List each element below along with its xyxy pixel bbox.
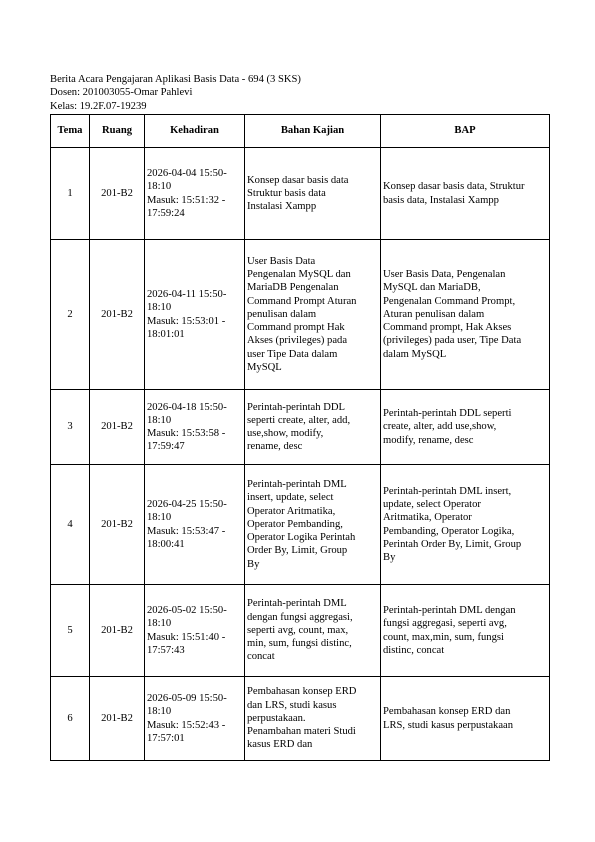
tema-cell: 3 (51, 390, 90, 465)
bap-cell-line: Aritmatika, Operator (383, 512, 472, 524)
tema-cell: 5 (51, 585, 90, 677)
bahan-kajian-cell-line: MySQL (247, 361, 282, 373)
kehadiran-cell (145, 148, 245, 240)
table-row (51, 465, 550, 585)
bap-cell-line: Pembanding, Operator Logika, (383, 525, 515, 537)
column-header-bap: BAP (381, 115, 550, 148)
column-header-kehadiran: Kehadiran (145, 115, 245, 148)
bahan-kajian-cell (245, 585, 381, 677)
kehadiran-cell-line: Masuk: 15:53:47 - (147, 525, 226, 537)
bahan-kajian-cell-line: insert, update, select (247, 492, 334, 504)
table-row (51, 585, 550, 677)
kehadiran-cell-line: 18:10 (147, 706, 172, 718)
kehadiran-cell-line: 18:01:01 (147, 328, 185, 340)
bap-cell (381, 240, 550, 390)
bahan-kajian-cell-line: Pengenalan MySQL dan (247, 269, 351, 281)
kehadiran-cell-line: 18:10 (147, 302, 172, 314)
bap-cell-line: User Basis Data, Pengenalan (383, 269, 506, 281)
bahan-kajian-cell-line: Command prompt Hak (247, 322, 345, 334)
kehadiran-cell-line: 18:10 (147, 414, 172, 426)
bahan-kajian-cell-line: User Basis Data (247, 256, 316, 268)
bahan-kajian-cell-line: concat (247, 651, 275, 663)
tema-cell: 4 (51, 465, 90, 585)
bahan-kajian-cell-line: Pembahasan konsep ERD (247, 686, 357, 698)
bap-cell-line: Command prompt, Hak Akses (383, 322, 512, 334)
bahan-kajian-cell-line: dan LRS, studi kasus (247, 699, 337, 711)
bahan-kajian-cell-line: user Tipe Data dalam (247, 348, 338, 360)
kehadiran-cell-line: Masuk: 15:51:32 - (147, 194, 226, 206)
bap-cell-line: basis data, Instalasi Xampp (383, 194, 499, 206)
bahan-kajian-cell-line: By (247, 558, 260, 570)
document-header (50, 73, 301, 113)
bap-cell-line: update, select Operator (383, 499, 481, 511)
bahan-kajian-cell-line: Akses (privileges) pada (247, 335, 348, 347)
kehadiran-cell-line: Masuk: 15:53:58 - (147, 428, 226, 439)
bap-cell-line: Perintah-perintah DML dengan (383, 605, 516, 617)
ruang-cell: 201-B2 (90, 148, 145, 240)
bap-cell-line: dalam MySQL (383, 348, 447, 360)
kehadiran-cell-line: Masuk: 15:52:43 - (147, 719, 226, 731)
kehadiran-cell-line: 18:10 (147, 512, 172, 524)
kehadiran-cell-line: 2026-05-09 15:50- (147, 693, 227, 705)
bap-cell (381, 148, 550, 240)
bahan-kajian-cell (245, 390, 381, 465)
bahan-kajian-cell-line: use,show, modify, (247, 428, 324, 439)
kehadiran-cell (145, 240, 245, 390)
bahan-kajian-cell-line: Struktur basis data (247, 187, 326, 199)
kehadiran-cell-line: 2026-04-11 15:50- (147, 289, 227, 301)
bap-cell-line: create, alter, add use,show, (383, 421, 497, 433)
bap-cell (381, 677, 550, 761)
kehadiran-cell-line: 17:57:43 (147, 644, 185, 656)
bahan-kajian-cell-line: Operator Aritmatika, (247, 505, 336, 517)
bap-cell-line: fungsi aggregasi, seperti avg, (383, 618, 507, 630)
bahan-kajian-cell-line: min, sum, fungsi distinc, (247, 638, 352, 650)
kehadiran-cell (145, 390, 245, 465)
ruang-cell: 201-B2 (90, 585, 145, 677)
bap-cell-line: Pengenalan Command Prompt, (383, 295, 516, 307)
kehadiran-cell (145, 465, 245, 585)
ruang-cell: 201-B2 (90, 390, 145, 465)
bahan-kajian-cell-line: Perintah-perintah DML (247, 598, 347, 610)
bap-cell (381, 465, 550, 585)
class-line: Kelas: 19.2F.07-19239 (50, 100, 147, 112)
bap-cell (381, 585, 550, 677)
bap-cell (381, 390, 550, 465)
tema-cell: 6 (51, 677, 90, 761)
kehadiran-cell-line: 17:57:01 (147, 732, 185, 744)
kehadiran-cell (145, 585, 245, 677)
bap-cell-line: modify, rename, desc (383, 434, 474, 446)
kehadiran-cell (145, 677, 245, 761)
bahan-kajian-cell-line: Instalasi Xampp (247, 201, 317, 213)
kehadiran-cell-line: 17:59:47 (147, 441, 185, 453)
bap-cell-line: LRS, studi kasus perpustakaan (383, 719, 514, 731)
bahan-kajian-cell-line: penulisan dalam (247, 308, 317, 320)
document-title: Berita Acara Pengajaran Aplikasi Basis Data - 694 (3 SKS) (50, 74, 301, 85)
bahan-kajian-cell-line: Konsep dasar basis data (247, 174, 349, 186)
bahan-kajian-cell (245, 240, 381, 390)
kehadiran-cell-line: 2026-04-04 15:50- (147, 168, 227, 180)
table-row (51, 677, 550, 761)
bahan-kajian-cell-line: Operator Pembanding, (247, 518, 343, 530)
bahan-kajian-cell-line: dengan fungsi aggregasi, (247, 611, 353, 623)
bap-cell-line: Perintah-perintah DML insert, (383, 485, 512, 497)
bahan-kajian-cell-line: Command Prompt Aturan (247, 295, 357, 307)
table-body (51, 148, 550, 761)
bap-cell-line: count, max,min, sum, fungsi (383, 631, 504, 643)
bap-cell-line: Pembahasan konsep ERD dan (383, 706, 511, 718)
kehadiran-cell-line: Masuk: 15:53:01 - (147, 315, 226, 327)
kehadiran-cell-line: 17:59:24 (147, 207, 185, 219)
bahan-kajian-cell-line: Operator Logika Perintah (247, 532, 356, 544)
table-row (51, 390, 550, 465)
bahan-kajian-cell (245, 465, 381, 585)
table-row (51, 240, 550, 390)
bap-cell-line: distinc, concat (383, 644, 445, 656)
kehadiran-cell-line: 18:10 (147, 181, 172, 193)
bap-cell-line: Konsep dasar basis data, Struktur (383, 181, 525, 193)
bahan-kajian-cell-line: MariaDB Pengenalan (247, 282, 339, 294)
kehadiran-cell-line: 18:00:41 (147, 538, 185, 550)
column-header-tema: Tema (51, 115, 90, 148)
bahan-kajian-cell-line: seperti create, alter, add, (247, 414, 351, 426)
ruang-cell: 201-B2 (90, 465, 145, 585)
kehadiran-cell-line: 18:10 (147, 618, 172, 630)
bahan-kajian-cell-line: Penambahan materi Studi (247, 726, 356, 738)
bahan-kajian-cell-line: Order By, Limit, Group (247, 545, 348, 557)
bap-cell-line: (privileges) pada user, Tipe Data (383, 335, 522, 347)
bahan-kajian-cell-line: perpustakaan. (247, 712, 306, 724)
kehadiran-cell-line: 2026-04-18 15:50- (147, 401, 227, 413)
kehadiran-cell-line: Masuk: 15:51:40 - (147, 631, 226, 643)
bahan-kajian-cell (245, 148, 381, 240)
bap-cell-line: Perintah-perintah DDL seperti (383, 408, 512, 420)
bahan-kajian-cell-line: Perintah-perintah DDL (247, 401, 345, 413)
bap-cell-line: By (383, 551, 396, 563)
teaching-log-table (50, 114, 550, 761)
bahan-kajian-cell-line: rename, desc (247, 441, 303, 453)
bahan-kajian-cell-line: kasus ERD dan (247, 739, 313, 751)
table-row (51, 148, 550, 240)
bahan-kajian-cell-line: Perintah-perintah DML (247, 479, 347, 491)
lecturer-line: Dosen: 201003055-Omar Pahlevi (50, 87, 193, 99)
bahan-kajian-cell-line: seperti avg, count, max, (247, 624, 349, 636)
ruang-cell: 201-B2 (90, 240, 145, 390)
column-header-ruang: Ruang (90, 115, 145, 148)
table-header-row (51, 115, 550, 148)
bap-cell-line: Aturan penulisan dalam (383, 308, 485, 320)
bap-cell-line: Perintah Order By, Limit, Group (383, 538, 522, 550)
bap-cell-line: MySQL dan MariaDB, (383, 282, 481, 294)
tema-cell: 2 (51, 240, 90, 390)
kehadiran-cell-line: 2026-04-25 15:50- (147, 499, 227, 511)
kehadiran-cell-line: 2026-05-02 15:50- (147, 605, 227, 617)
ruang-cell: 201-B2 (90, 677, 145, 761)
bahan-kajian-cell (245, 677, 381, 761)
column-header-bahan-kajian: Bahan Kajian (245, 115, 381, 148)
tema-cell: 1 (51, 148, 90, 240)
